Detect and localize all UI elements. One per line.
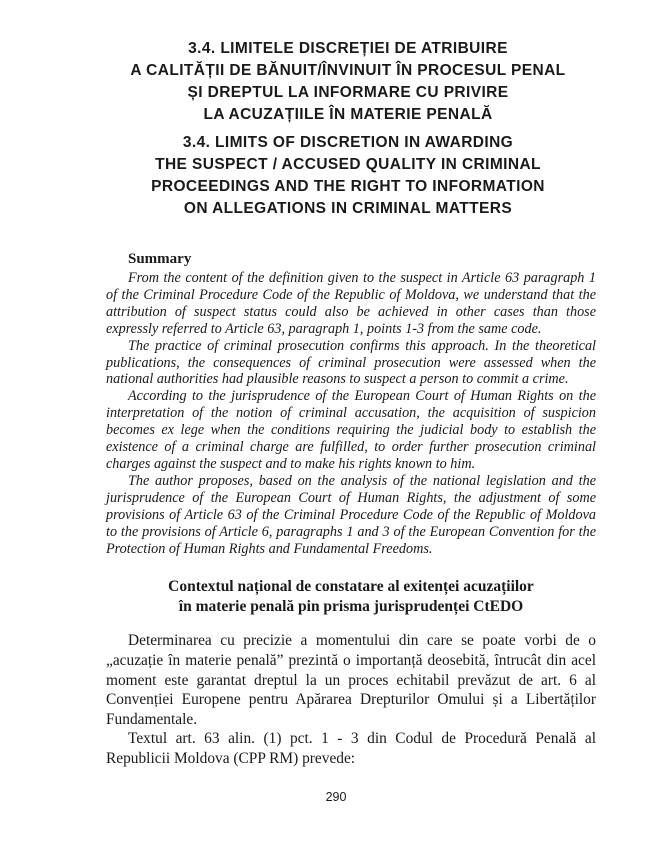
- title-line: 3.4. LIMITELE DISCREȚIEI DE ATRIBUIRE: [188, 40, 508, 57]
- body-paragraph: Determinarea cu precizie a momentului din care se poate vorbi de o „acuzație în materie penală” prezintă o importanță deosebită, întrucât din acel moment este garantat dreptul la un proces echitabil prevăzut de art. 6 al Convenției Europene pentru Apărarea Drepturilor Omului și a Libertăților Fundamentale.: [106, 632, 596, 728]
- summary-paragraph: The practice of criminal prosecution confirms this approach. In the theoretical publications, the consequences of criminal prosecution were assessed when the national authorities had plausible reasons to suspect a person to commit a crime.: [106, 337, 596, 388]
- title-line: LA ACUZAȚIILE ÎN MATERIE PENALĂ: [203, 106, 493, 123]
- page-number: 290: [325, 790, 347, 804]
- title-line: PROCEEDINGS AND THE RIGHT TO INFORMATION: [151, 178, 545, 195]
- summary-paragraph: From the content of the definition given to the suspect in Article 63 paragraph 1 of the Criminal Procedure Code of the Republic of Moldova, we understand that the attribution of suspect status could also be achieved in other cases than those expressly referred to Article 63, paragraph 1, points 1-3 from the same code.: [106, 270, 596, 337]
- summary-heading: Summary: [128, 251, 192, 267]
- chapter-title-english: [100, 132, 596, 220]
- chapter-title-romanian: [100, 38, 596, 126]
- summary-paragraph: The author proposes, based on the analysis of the national legislation and the jurisprudence of the European Court of Human Rights, the adjustment of some provisions of Article 63 of the Criminal Procedure Code of the Republic of Moldova to the provisions of Article 6, paragraphs 1 and 3 of the European Convention for the Protection of Human Rights and Fundamental Freedoms.: [106, 472, 596, 557]
- summary-section: [106, 250, 596, 557]
- body-text: [106, 631, 596, 768]
- section-heading-line: în materie penală pin prisma jurisprudenței CtEDO: [178, 598, 524, 616]
- summary-paragraph: According to the jurisprudence of the European Court of Human Rights on the interpretation of the notion of criminal accusation, the acquisition of suspicion becomes ex lege when the conditions requiring the judicial body to establish the existence of a criminal charge are fulfilled, to order further prosecution criminal charges against the suspect and to make his rights known to him.: [106, 388, 596, 472]
- body-paragraph: Textul art. 63 alin. (1) pct. 1 - 3 din Codul de Procedură Penală al Republicii Moldova (CPP RM) prevede:: [106, 730, 596, 767]
- title-line: ON ALLEGATIONS IN CRIMINAL MATTERS: [183, 200, 513, 217]
- title-line: A CALITĂȚII DE BĂNUIT/ÎNVINUIT ÎN PROCESUL PENAL: [130, 62, 566, 79]
- title-line: ȘI DREPTUL LA INFORMARE CU PRIVIRE: [187, 84, 509, 101]
- title-line: 3.4. LIMITS OF DISCRETION IN AWARDING: [182, 134, 514, 151]
- section-heading-line: Contextul național de constatare al exitenței acuzațiilor: [168, 578, 534, 596]
- title-line: THE SUSPECT / ACCUSED QUALITY IN CRIMINAL: [155, 156, 541, 173]
- section-heading: [106, 577, 596, 617]
